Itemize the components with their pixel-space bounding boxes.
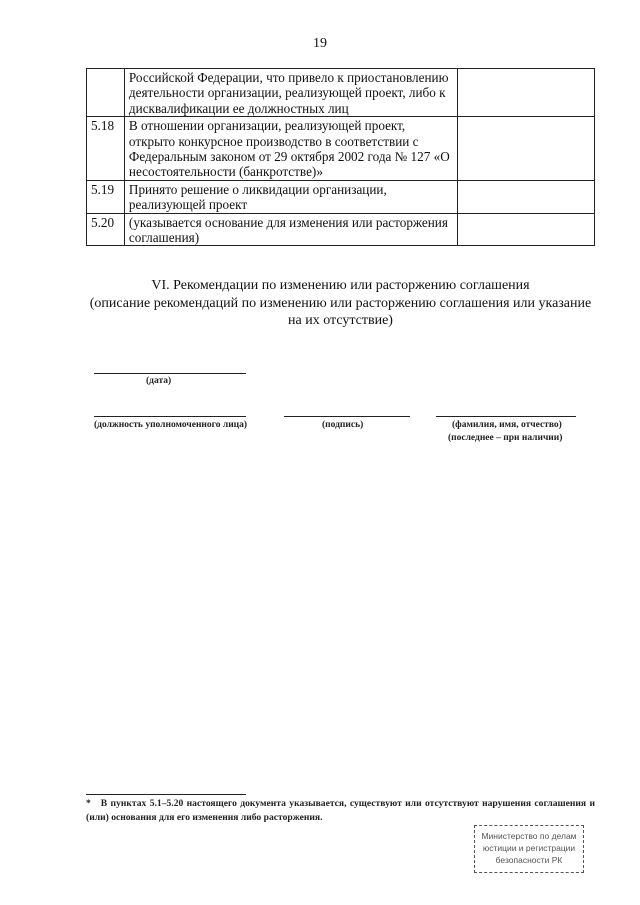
section-heading <box>86 277 595 330</box>
row-number: 5.20 <box>87 213 125 246</box>
stamp-line-2: юстиции и регистрации <box>482 843 576 853</box>
position-label: (должность уполномоченного лица) <box>94 420 248 430</box>
footnote <box>86 797 595 825</box>
date-line <box>94 373 246 374</box>
stamp-line-1: Министерство по делам <box>481 831 577 841</box>
page-number: 19 <box>313 36 327 51</box>
name-line <box>436 416 576 417</box>
row-description: В отношении организации, реализующей проект, открыто конкурсное производство в соответствии с Федеральным законом от 29 октября 2002 года № 127 «О несостоятельности (банкротстве)» <box>124 117 458 181</box>
table-row <box>87 213 595 246</box>
sign-line <box>284 416 410 417</box>
items-table <box>86 68 595 246</box>
row-description: Принято решение о ликвидации организации, реализующей проект <box>124 180 458 213</box>
footnote-text: В пунктах 5.1–5.20 настоящего документа указывается, существуют или отсутствуют нарушения соглашения и (или) основания для его изменения либо расторжения. <box>86 798 595 823</box>
table-row <box>87 180 595 213</box>
sign-label: (подпись) <box>322 420 364 430</box>
position-line <box>94 416 246 417</box>
registration-stamp <box>474 825 584 873</box>
row-number: 5.18 <box>87 117 125 181</box>
row-description: (указывается основание для изменения или расторжения соглашения) <box>124 213 458 246</box>
row-mark <box>458 180 595 213</box>
row-mark <box>458 213 595 246</box>
footnote-marker: * <box>86 798 91 809</box>
row-mark <box>458 69 595 117</box>
table-row <box>87 117 595 181</box>
stamp-line-3: безопасности РК <box>495 855 563 865</box>
row-description: Российской Федерации, что привело к приостановлению деятельности организации, реализующей проект, либо к дисквалификации ее должностных лиц <box>124 69 458 117</box>
row-number: 5.19 <box>87 180 125 213</box>
name-note: (последнее – при наличии) <box>448 433 563 443</box>
name-label: (фамилия, имя, отчество) <box>452 420 562 430</box>
section-title: VI. Рекомендации по изменению или расторжению соглашения <box>151 278 530 293</box>
section-subtitle: (описание рекомендаций по изменению или расторжению соглашения или указание на их отсутствие) <box>89 295 592 328</box>
footnote-rule <box>86 794 246 795</box>
date-label: (дата) <box>146 376 172 386</box>
row-number <box>87 69 125 117</box>
table-row <box>87 69 595 117</box>
row-mark <box>458 117 595 181</box>
